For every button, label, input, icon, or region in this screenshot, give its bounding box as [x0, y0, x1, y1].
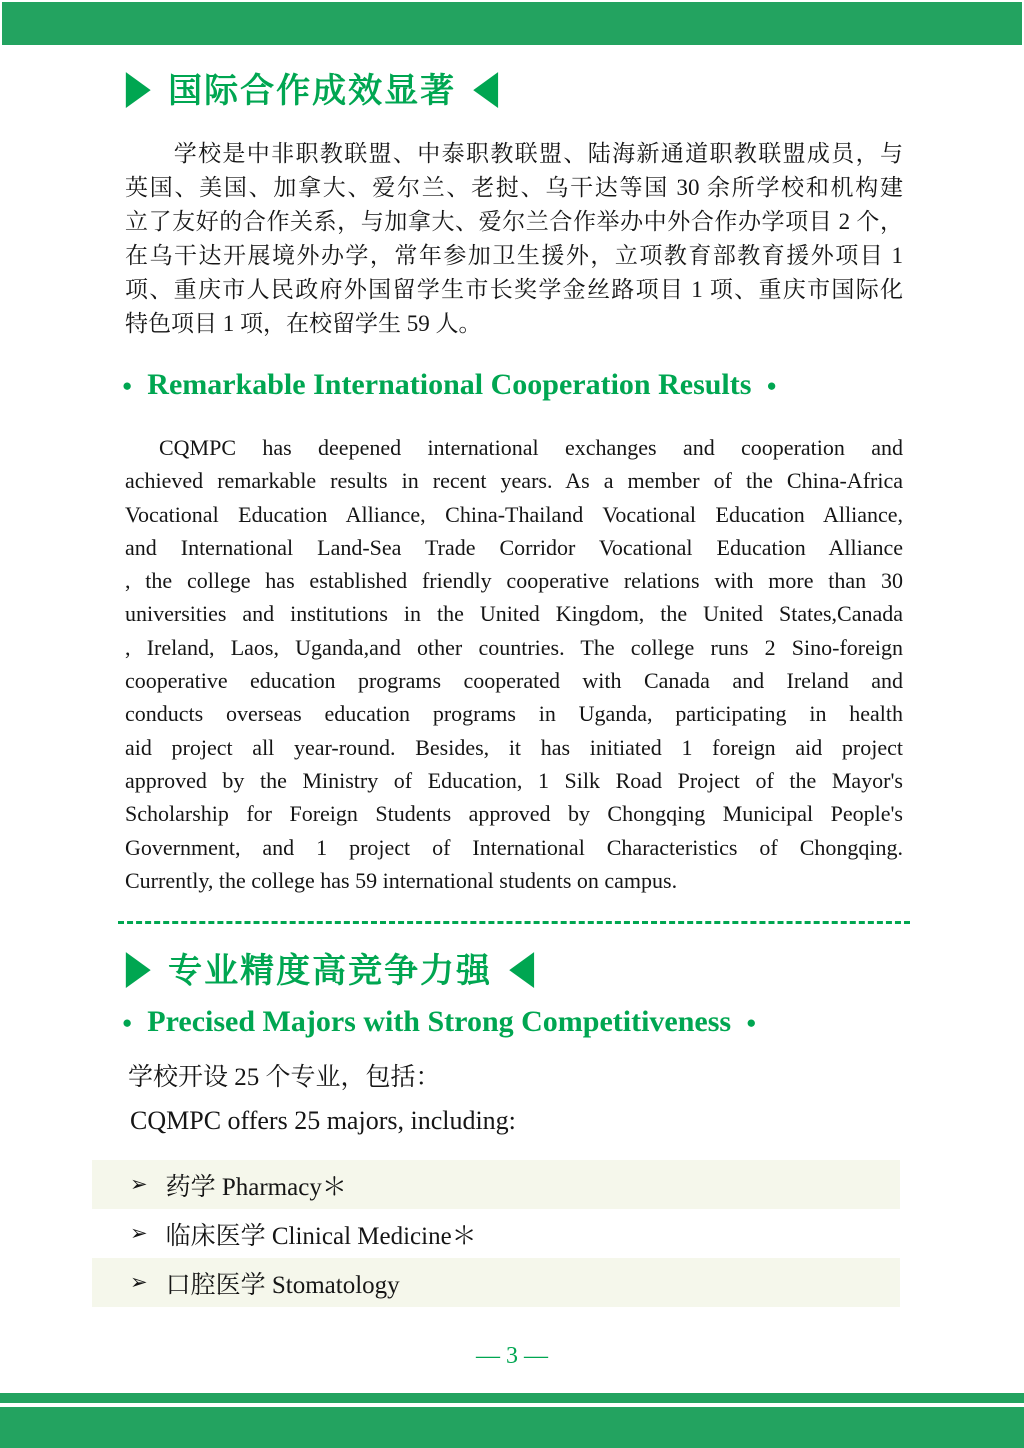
major-item [92, 1209, 900, 1258]
paragraph-line: Government, and 1 project of International Characteristics of Chongqing. [125, 834, 903, 860]
section-majors-heading-en [122, 1002, 756, 1042]
paragraph-line: CQMPC has deepened international exchanges and cooperation and [159, 435, 903, 460]
arrow-bullet-icon: ➢ [130, 1221, 148, 1245]
triangle-left-icon: ◀ [510, 942, 535, 992]
international-paragraph-cn [125, 137, 903, 341]
paragraph-line: 学校是中非职教联盟、中泰职教联盟、陆海新通道职教联盟成员，与 [125, 141, 903, 166]
section-international-heading-en [122, 365, 777, 405]
section-majors-heading-en-text: Precised Majors with Strong Competitiveness [147, 1005, 732, 1038]
paragraph-line: cooperative education programs cooperated with Canada and Ireland and [125, 668, 903, 694]
bullet-dot-icon: ● [122, 1012, 133, 1032]
major-item [92, 1258, 900, 1307]
paragraph-line: , Ireland, Laos, Uganda,and other countries. The college runs 2 Sino-foreign [125, 634, 903, 660]
bottom-border-thin-bar [0, 1393, 1024, 1403]
paragraph-line: approved by the Ministry of Education, 1 Silk Road Project of the Mayor's [125, 767, 903, 793]
paragraph-line: 在乌干达开展境外办学，常年参加卫生援外，立项教育部教育援外项目 1 [125, 243, 903, 268]
paragraph-line: universities and institutions in the United Kingdom, the United States,Canada [125, 601, 903, 627]
paragraph-line: Currently, the college has 59 international students on campus. [125, 867, 678, 893]
arrow-bullet-icon: ➢ [130, 1270, 148, 1294]
section-international-heading-text: 国际合作成效显著 [168, 71, 457, 110]
section-majors-heading [125, 942, 535, 992]
bottom-border-thick-bar [0, 1407, 1024, 1448]
paragraph-line: aid project all year-round. Besides, it has initiated 1 foreign aid project [125, 734, 903, 760]
section-majors-heading-text: 专业精度高竞争力强 [168, 951, 493, 990]
paragraph-line: 项、重庆市人民政府外国留学生市长奖学金丝路项目 1 项、重庆市国际化 [125, 277, 903, 302]
section-international-heading [125, 62, 499, 112]
top-border-bar [2, 2, 1022, 45]
paragraph-line: conducts overseas education programs in Uganda, participating in health [125, 701, 903, 727]
section-international-heading-en-text: Remarkable International Cooperation Results [147, 368, 752, 401]
dashed-divider [118, 921, 910, 924]
paragraph-line: Scholarship for Foreign Students approved by Chongqing Municipal People's [125, 801, 903, 827]
majors-intro-cn: 学校开设 25 个专业，包括： [128, 1064, 441, 1091]
paragraph-line: 立了友好的合作关系，与加拿大、爱尔兰合作举办中外合作办学项目 2 个， [125, 209, 903, 234]
majors-list [92, 1160, 900, 1307]
bullet-dot-icon: ● [122, 375, 133, 395]
paragraph-line: , the college has established friendly cooperative relations with more than 30 [125, 568, 903, 594]
triangle-left-icon: ◀ [474, 62, 499, 112]
triangle-right-icon: ▶ [126, 62, 150, 112]
paragraph-line: 特色项目 1 项，在校留学生 59 人。 [125, 311, 482, 336]
major-label: 临床医学 Clinical Medicine＊ [165, 1222, 477, 1250]
major-item [92, 1160, 900, 1209]
major-label: 药学 Pharmacy＊ [165, 1173, 347, 1201]
major-label: 口腔医学 Stomatology [165, 1271, 400, 1299]
bullet-dot-icon: ● [746, 1012, 757, 1032]
arrow-bullet-icon: ➢ [130, 1172, 148, 1196]
international-paragraph-en [125, 431, 903, 897]
paragraph-line: Vocational Education Alliance, China-Thailand Vocational Education Alliance, [125, 501, 903, 527]
paragraph-line: 英国、美国、加拿大、爱尔兰、老挝、乌干达等国 30 余所学校和机构建 [125, 175, 903, 200]
paragraph-line: achieved remarkable results in recent years. As a member of the China-Africa [125, 468, 903, 494]
majors-intro-en: CQMPC offers 25 majors, including: [130, 1106, 516, 1135]
paragraph-line: and International Land-Sea Trade Corridor Vocational Education Alliance [125, 534, 903, 560]
page-number: — 3 — [476, 1343, 548, 1369]
triangle-right-icon: ▶ [126, 942, 150, 992]
bullet-dot-icon: ● [766, 375, 777, 395]
